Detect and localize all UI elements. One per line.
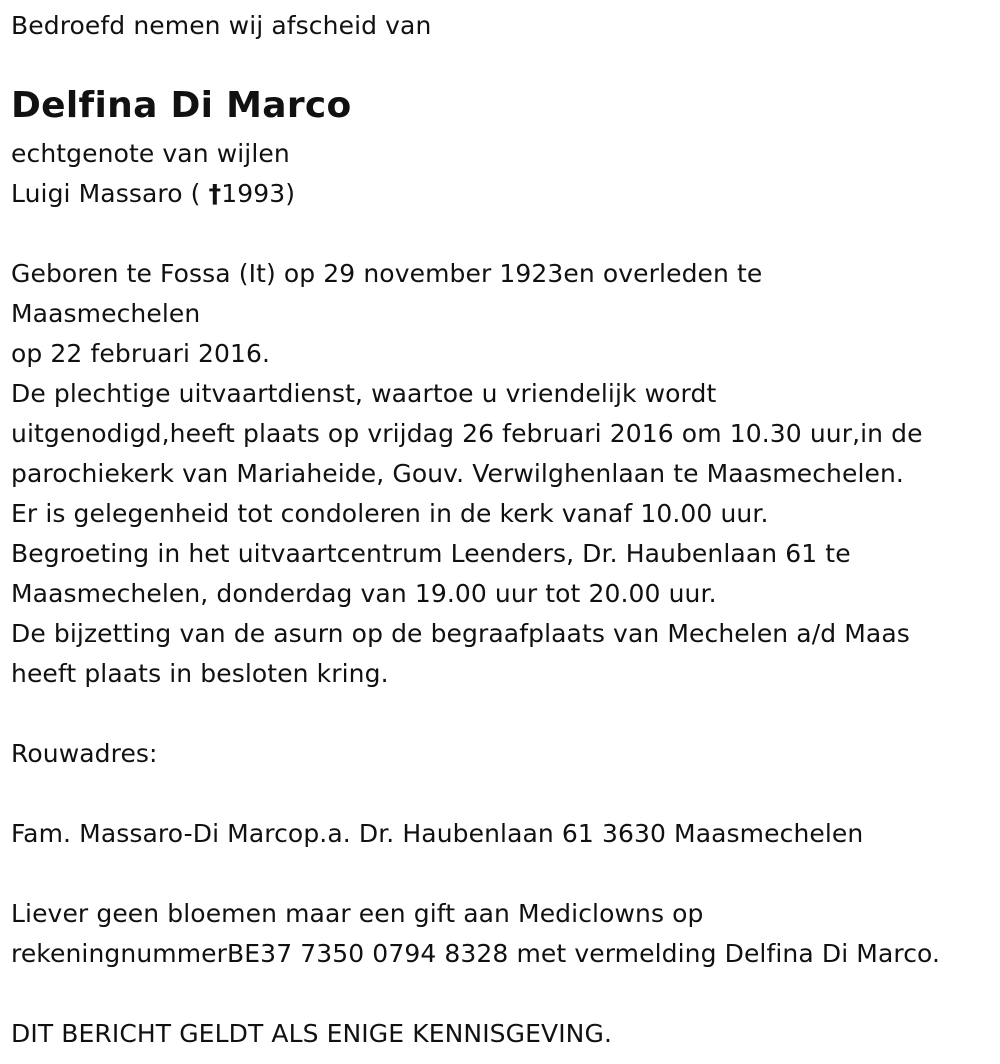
details-line: Maasmechelen <box>11 299 201 328</box>
details-line: uitgenodigd,heeft plaats op vrijdag 26 februari 2016 om 10.30 uur,in de <box>11 419 923 448</box>
details-line: De plechtige uitvaartdienst, waartoe u vriendelijk wordt <box>11 379 717 408</box>
gift-line: Liever geen bloemen maar een gift aan Mediclowns op <box>11 899 704 928</box>
spouse-death-year: 1993) <box>221 179 296 208</box>
details-line: Begroeting in het uitvaartcentrum Leenders, Dr. Haubenlaan 61 te <box>11 539 851 568</box>
deceased-name: Delfina Di Marco <box>11 85 352 126</box>
gift-line: rekeningnummerBE37 7350 0794 8328 met vermelding Delfina Di Marco. <box>11 939 941 968</box>
details-line: Geboren te Fossa (It) op 29 november 1923en overleden te <box>11 259 763 288</box>
gift-block <box>11 894 940 974</box>
intro-text: Bedroefd nemen wij afscheid van <box>11 11 432 40</box>
notice-text: DIT BERICHT GELDT ALS ENIGE KENNISGEVING. <box>11 1019 612 1048</box>
spouse-name: Luigi Massaro ( <box>11 179 209 208</box>
rouwadres-label: Rouwadres: <box>11 739 158 768</box>
mourning-address: Fam. Massaro-Di Marcop.a. Dr. Haubenlaan 61 3630 Maasmechelen <box>11 819 864 848</box>
spouse-line-1: echtgenote van wijlen <box>11 139 290 168</box>
details-line: op 22 februari 2016. <box>11 339 271 368</box>
details-line: heeft plaats in besloten kring. <box>11 659 389 688</box>
spouse-line-2 <box>11 174 295 214</box>
cross-icon: † <box>208 179 222 208</box>
details-block <box>11 254 923 694</box>
details-line: Er is gelegenheid tot condoleren in de kerk vanaf 10.00 uur. <box>11 499 769 528</box>
details-line: De bijzetting van de asurn op de begraafplaats van Mechelen a/d Maas <box>11 619 910 648</box>
details-line: Maasmechelen, donderdag van 19.00 uur tot 20.00 uur. <box>11 579 717 608</box>
spouse-block <box>11 134 295 214</box>
details-line: parochiekerk van Mariaheide, Gouv. Verwilghenlaan te Maasmechelen. <box>11 459 904 488</box>
